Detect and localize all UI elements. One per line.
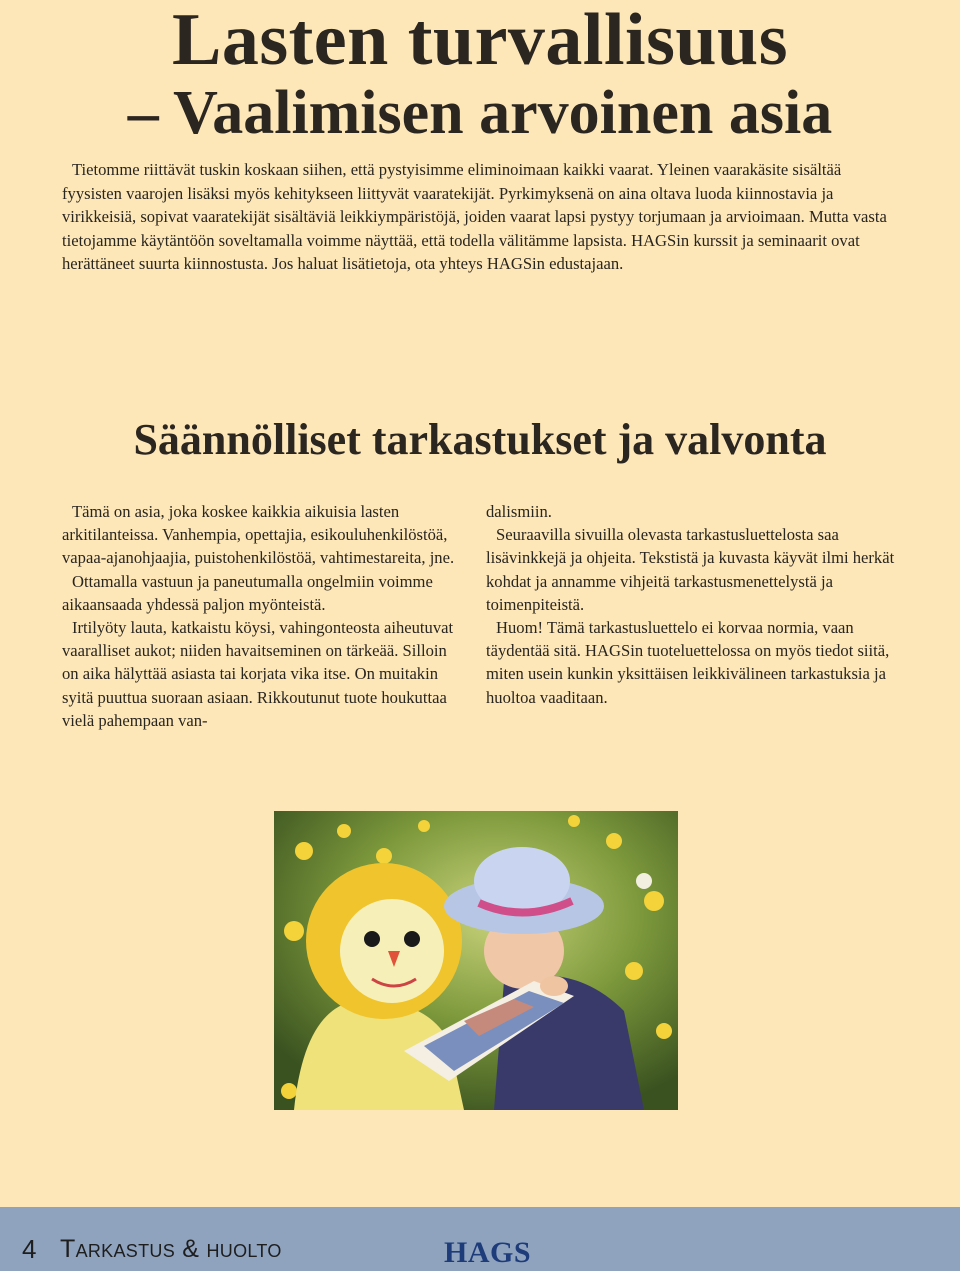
left-paragraph-2: Ottamalla vastuun ja paneutumalla ongelmiin voimme aikaansaada yhdessä paljon myönteistä.: [62, 571, 433, 614]
left-paragraph-3: Irtilyöty lauta, katkaistu köysi, vahingonteosta aiheutuvat vaaralliset aukot; niiden havaitseminen on tärkeää. Silloin on aika hälyttää asiasta tai korjata vika itse. On muitakin syitä puuttua suoraan asiaan. Rikkoutunut tuote houkuttaa vielä pahempaan van-: [62, 618, 454, 730]
right-paragraph-1: Seuraavilla sivuilla olevasta tarkastusluettelosta saa lisävinkkejä ja ohjeita. Tekstistä ja kuvasta käyvät ilmi herkät kohdat ja annamme vihjeitä tarkastusmenettelystä ja toimenpiteistä.: [486, 525, 895, 614]
child-reading-photo: [274, 811, 678, 1110]
left-paragraph-1: Tämä on asia, joka koskee kaikkia aikuisia lasten arkitilanteissa. Vanhempia, opettajia, esikouluhenkilöstöä, vapaa-ajanohjaajia, puistohenkilöstöä, vahtimestareita, jne.: [62, 502, 455, 568]
page-number: 4: [22, 1234, 37, 1264]
page-subtitle: – Vaalimisen arvoinen asia: [127, 79, 833, 147]
left-column: [62, 500, 462, 732]
intro-paragraph: Tietomme riittävät tuskin koskaan siihen, että pystyisimme eliminoimaan kaikki vaarat. Yleinen vaarakäsite sisältää fyysisten vaarojen lisäksi myös kehitykseen liittyvät vaaratekijät. Pyrkimyksenä on aina oltava luoda kiinnostavia ja virikkeisiä, sopivat vaaratekijät sisältäviä leikkiympäristöjä, joiden vaarat lapsi pystyy torjumaan ja arvioimaan. Mutta vasta tietojamme käytäntöön soveltamalla voimme näyttää, että todella välitämme lapsista. HAGSin kurssit ja seminaarit ovat herättäneet suurta kiinnostusta. Jos haluat lisätietoja, ota yhteys HAGSin edustajaan.: [62, 160, 887, 274]
section-heading: Säännölliset tarkastukset ja valvonta: [133, 415, 827, 464]
right-continuation: dalismiin.: [486, 502, 552, 521]
page-title: Lasten turvallisuus: [171, 0, 789, 81]
right-paragraph-2: Huom! Tämä tarkastusluettelo ei korvaa normia, vaan täydentää sitä. HAGSin tuoteluettelossa on myös tiedot siitä, miten usein kunkin yksittäisen leikkivälineen tarkastuksia ja huoltoa vaaditaan.: [486, 618, 890, 707]
hags-logo: HAGS: [444, 1236, 532, 1269]
footer-section-name: TARKASTUS & HUOLTO: [60, 1235, 282, 1263]
right-column: [486, 500, 896, 709]
